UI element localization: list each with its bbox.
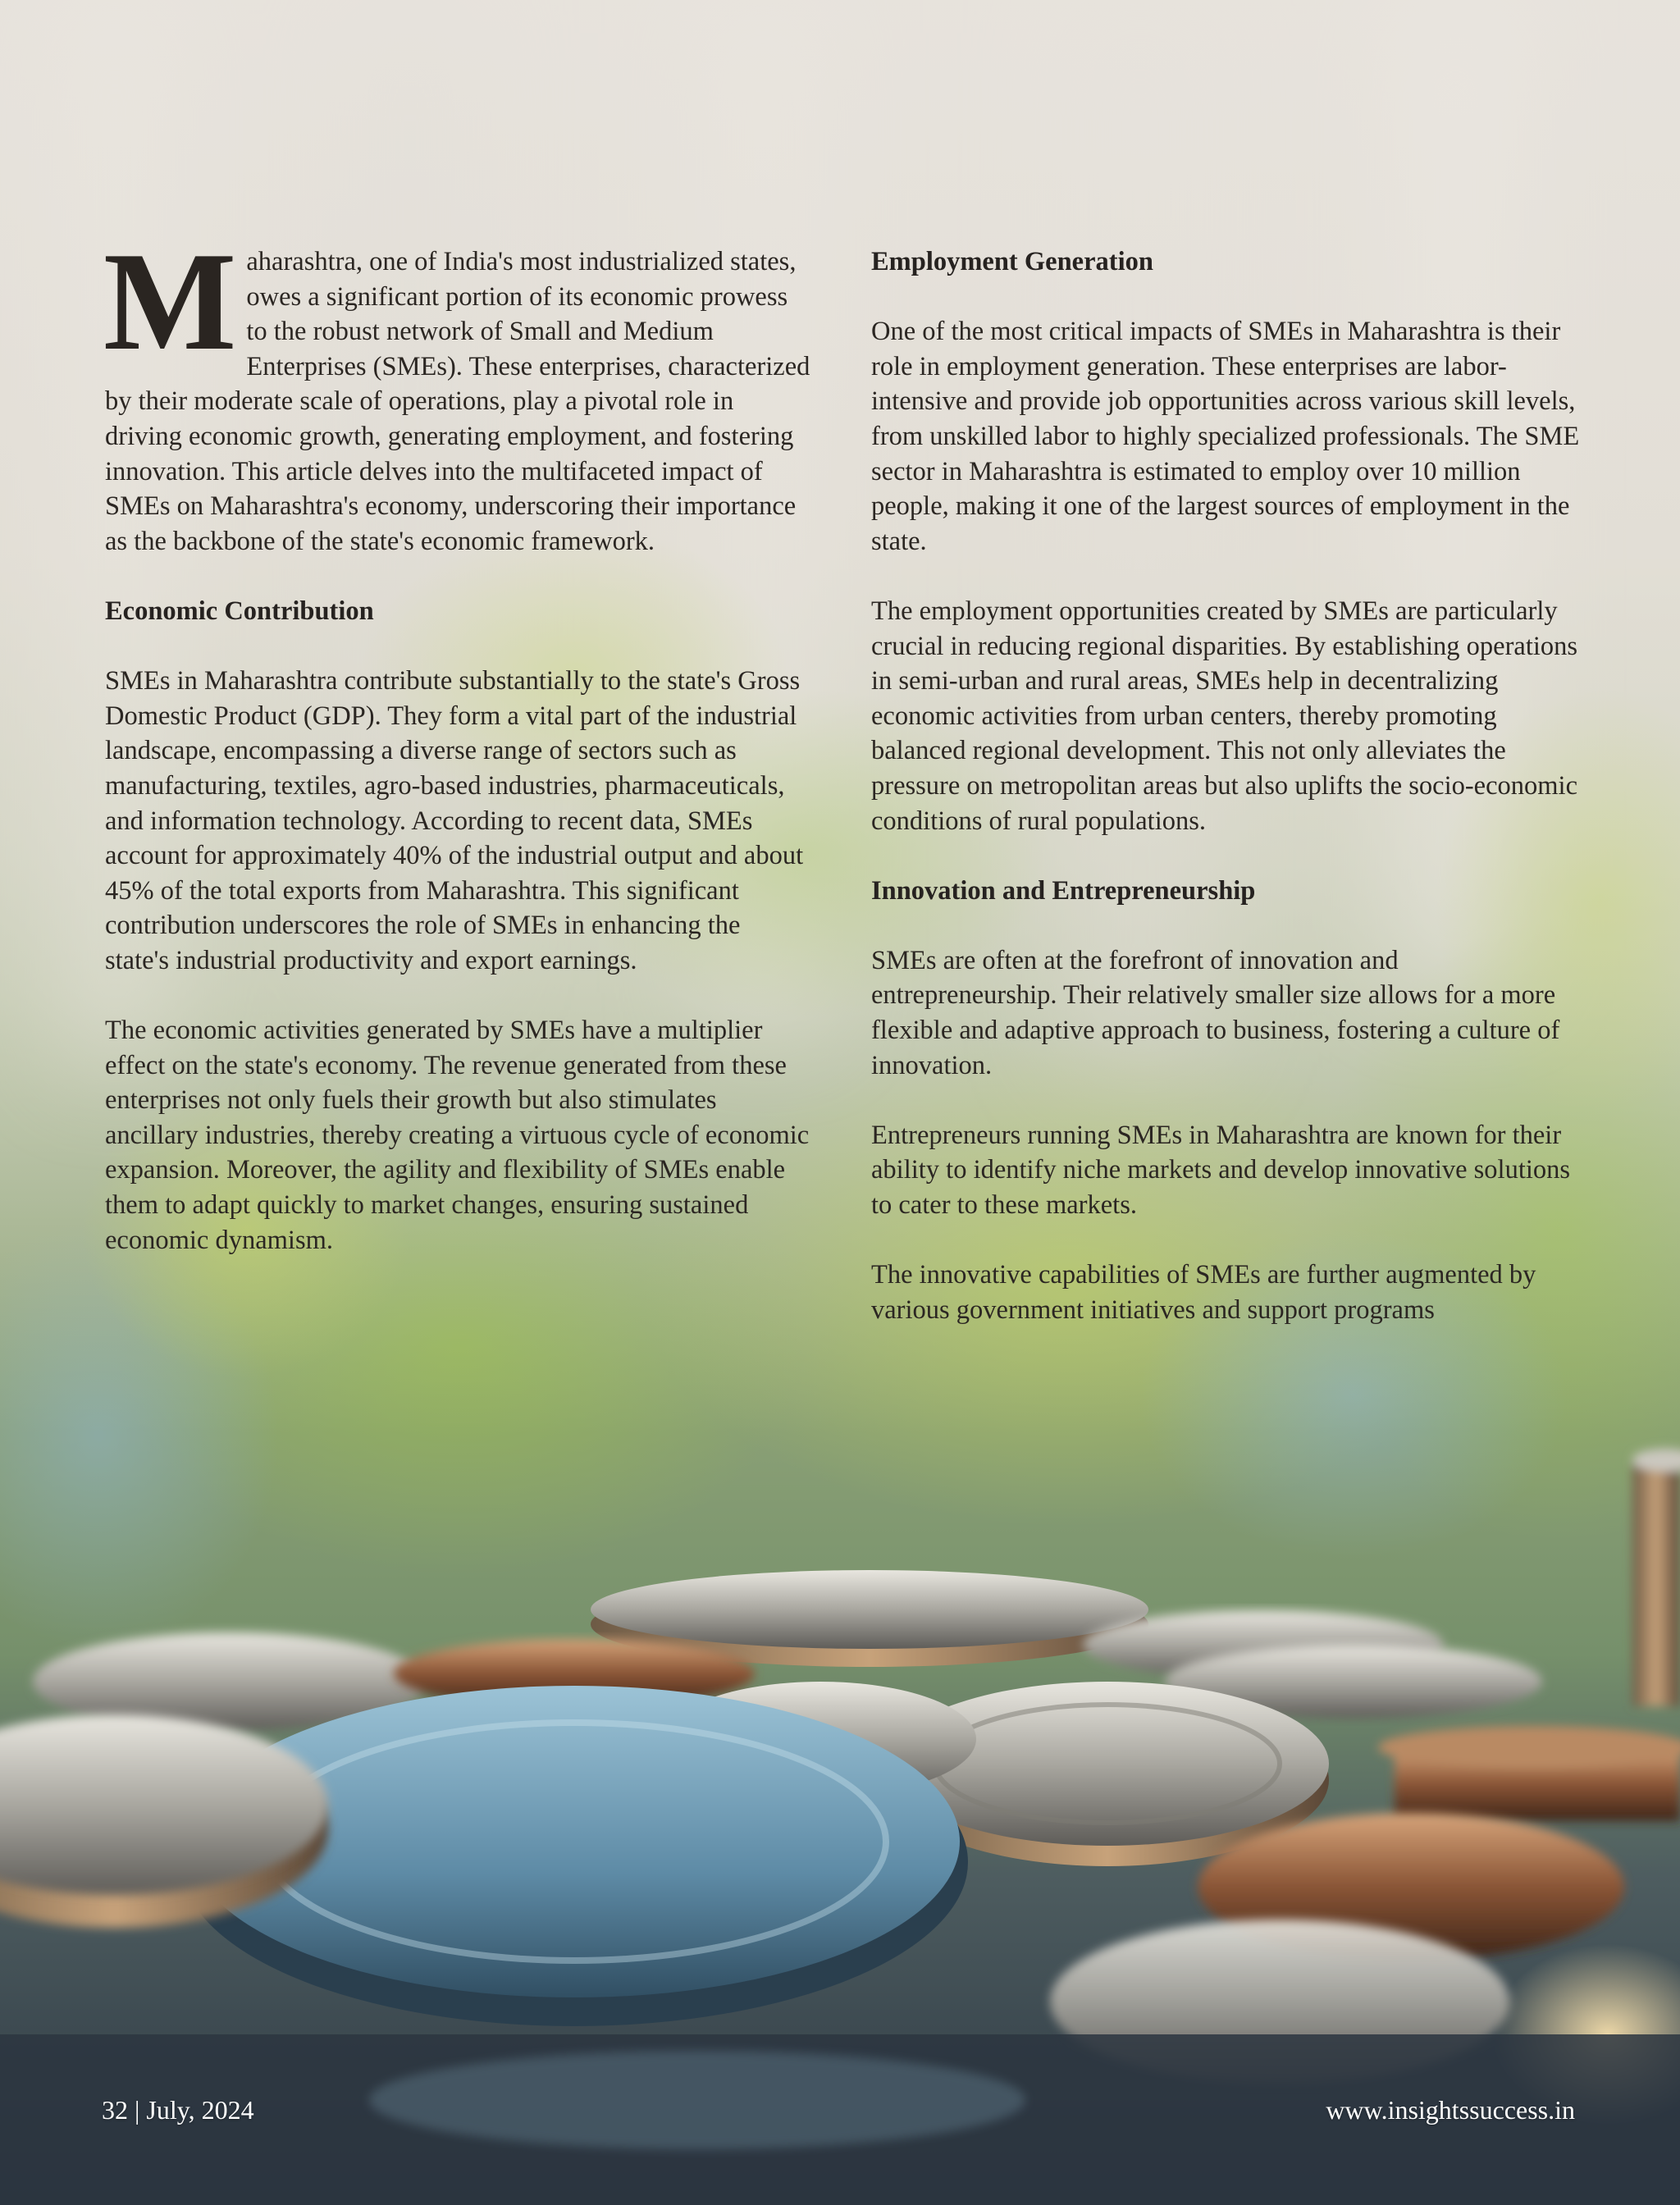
innovation-paragraph-2: Entrepreneurs running SMEs in Maharashtra are known for their ability to identify niche markets and develop innovative solutions to cater to these markets.	[871, 1120, 1571, 1221]
employment-paragraph-2: The employment opportunities created by SMEs are particularly crucial in reducing regional disparities. By establishing operations in semi-urban and rural areas, SMEs help in decentralizing economic activities from urban centers, thereby promoting balanced regional development. This not only alleviates the pressure on metropolitan areas but also uplifts the socio-economic conditions of rural populations.	[871, 596, 1578, 836]
heading-employment-generation: Employment Generation	[871, 247, 1153, 276]
intro-paragraph	[103, 224, 810, 559]
article-column-left	[103, 224, 810, 1293]
article-column-right	[871, 244, 1585, 1363]
drop-cap: M	[103, 224, 237, 380]
footer-page-date: 32 | July, 2024	[102, 2095, 254, 2125]
heading-economic-contribution: Economic Contribution	[105, 596, 374, 626]
heading-innovation: Innovation and Entrepreneurship	[871, 875, 1256, 906]
innovation-paragraph-3: The innovative capabilities of SMEs are further augmented by various government initiatives and support programs	[871, 1260, 1536, 1325]
intro-text: aharashtra, one of India's most industrialized states, owes a significant portion of its economic prowess to the robust network of Small and Medium Enterprises (SMEs). These enterprises, characterized by their moderate scale of operations, play a pivotal role in driving economic growth, generating employment, and fostering innovation. This article delves into the multifaceted impact of SMEs on Maharashtra's economy, underscoring their importance as the backbone of the state's economic framework.	[105, 247, 810, 556]
employment-paragraph-1: One of the most critical impacts of SMEs in Maharashtra is their role in employment generation. These enterprises are labor-intensive and provide job opportunities across various skill levels, from unskilled labor to highly specialized professionals. The SME sector in Maharashtra is estimated to employ over 10 million people, making it one of the largest sources of employment in the state.	[871, 317, 1580, 556]
footer-website: www.insightssuccess.in	[1326, 2095, 1575, 2125]
economic-contribution-paragraph-2: The economic activities generated by SMEs have a multiplier effect on the state's economy. The revenue generated from these enterprises not only fuels their growth but also stimulates ancillary industries, thereby creating a virtuous cycle of economic expansion. Moreover, the agility and flexibility of SMEs enable them to adapt quickly to market changes, ensuring sustained economic dynamism.	[105, 1016, 810, 1255]
economic-contribution-paragraph-1: SMEs in Maharashtra contribute substantially to the state's Gross Domestic Product (GDP). They form a vital part of the industrial landscape, encompassing a diverse range of sectors such as manufacturing, textiles, agro-based industries, pharmaceuticals, and information technology. According to recent data, SMEs account for approximately 40% of the industrial output and about 45% of the total exports from Maharashtra. This significant contribution underscores the role of SMEs in enhancing the state's industrial productivity and export earnings.	[105, 666, 804, 975]
innovation-paragraph-1: SMEs are often at the forefront of innovation and entrepreneurship. Their relatively smaller size allows for a more flexible and adaptive approach to business, fostering a culture of innovation.	[871, 945, 1560, 1080]
